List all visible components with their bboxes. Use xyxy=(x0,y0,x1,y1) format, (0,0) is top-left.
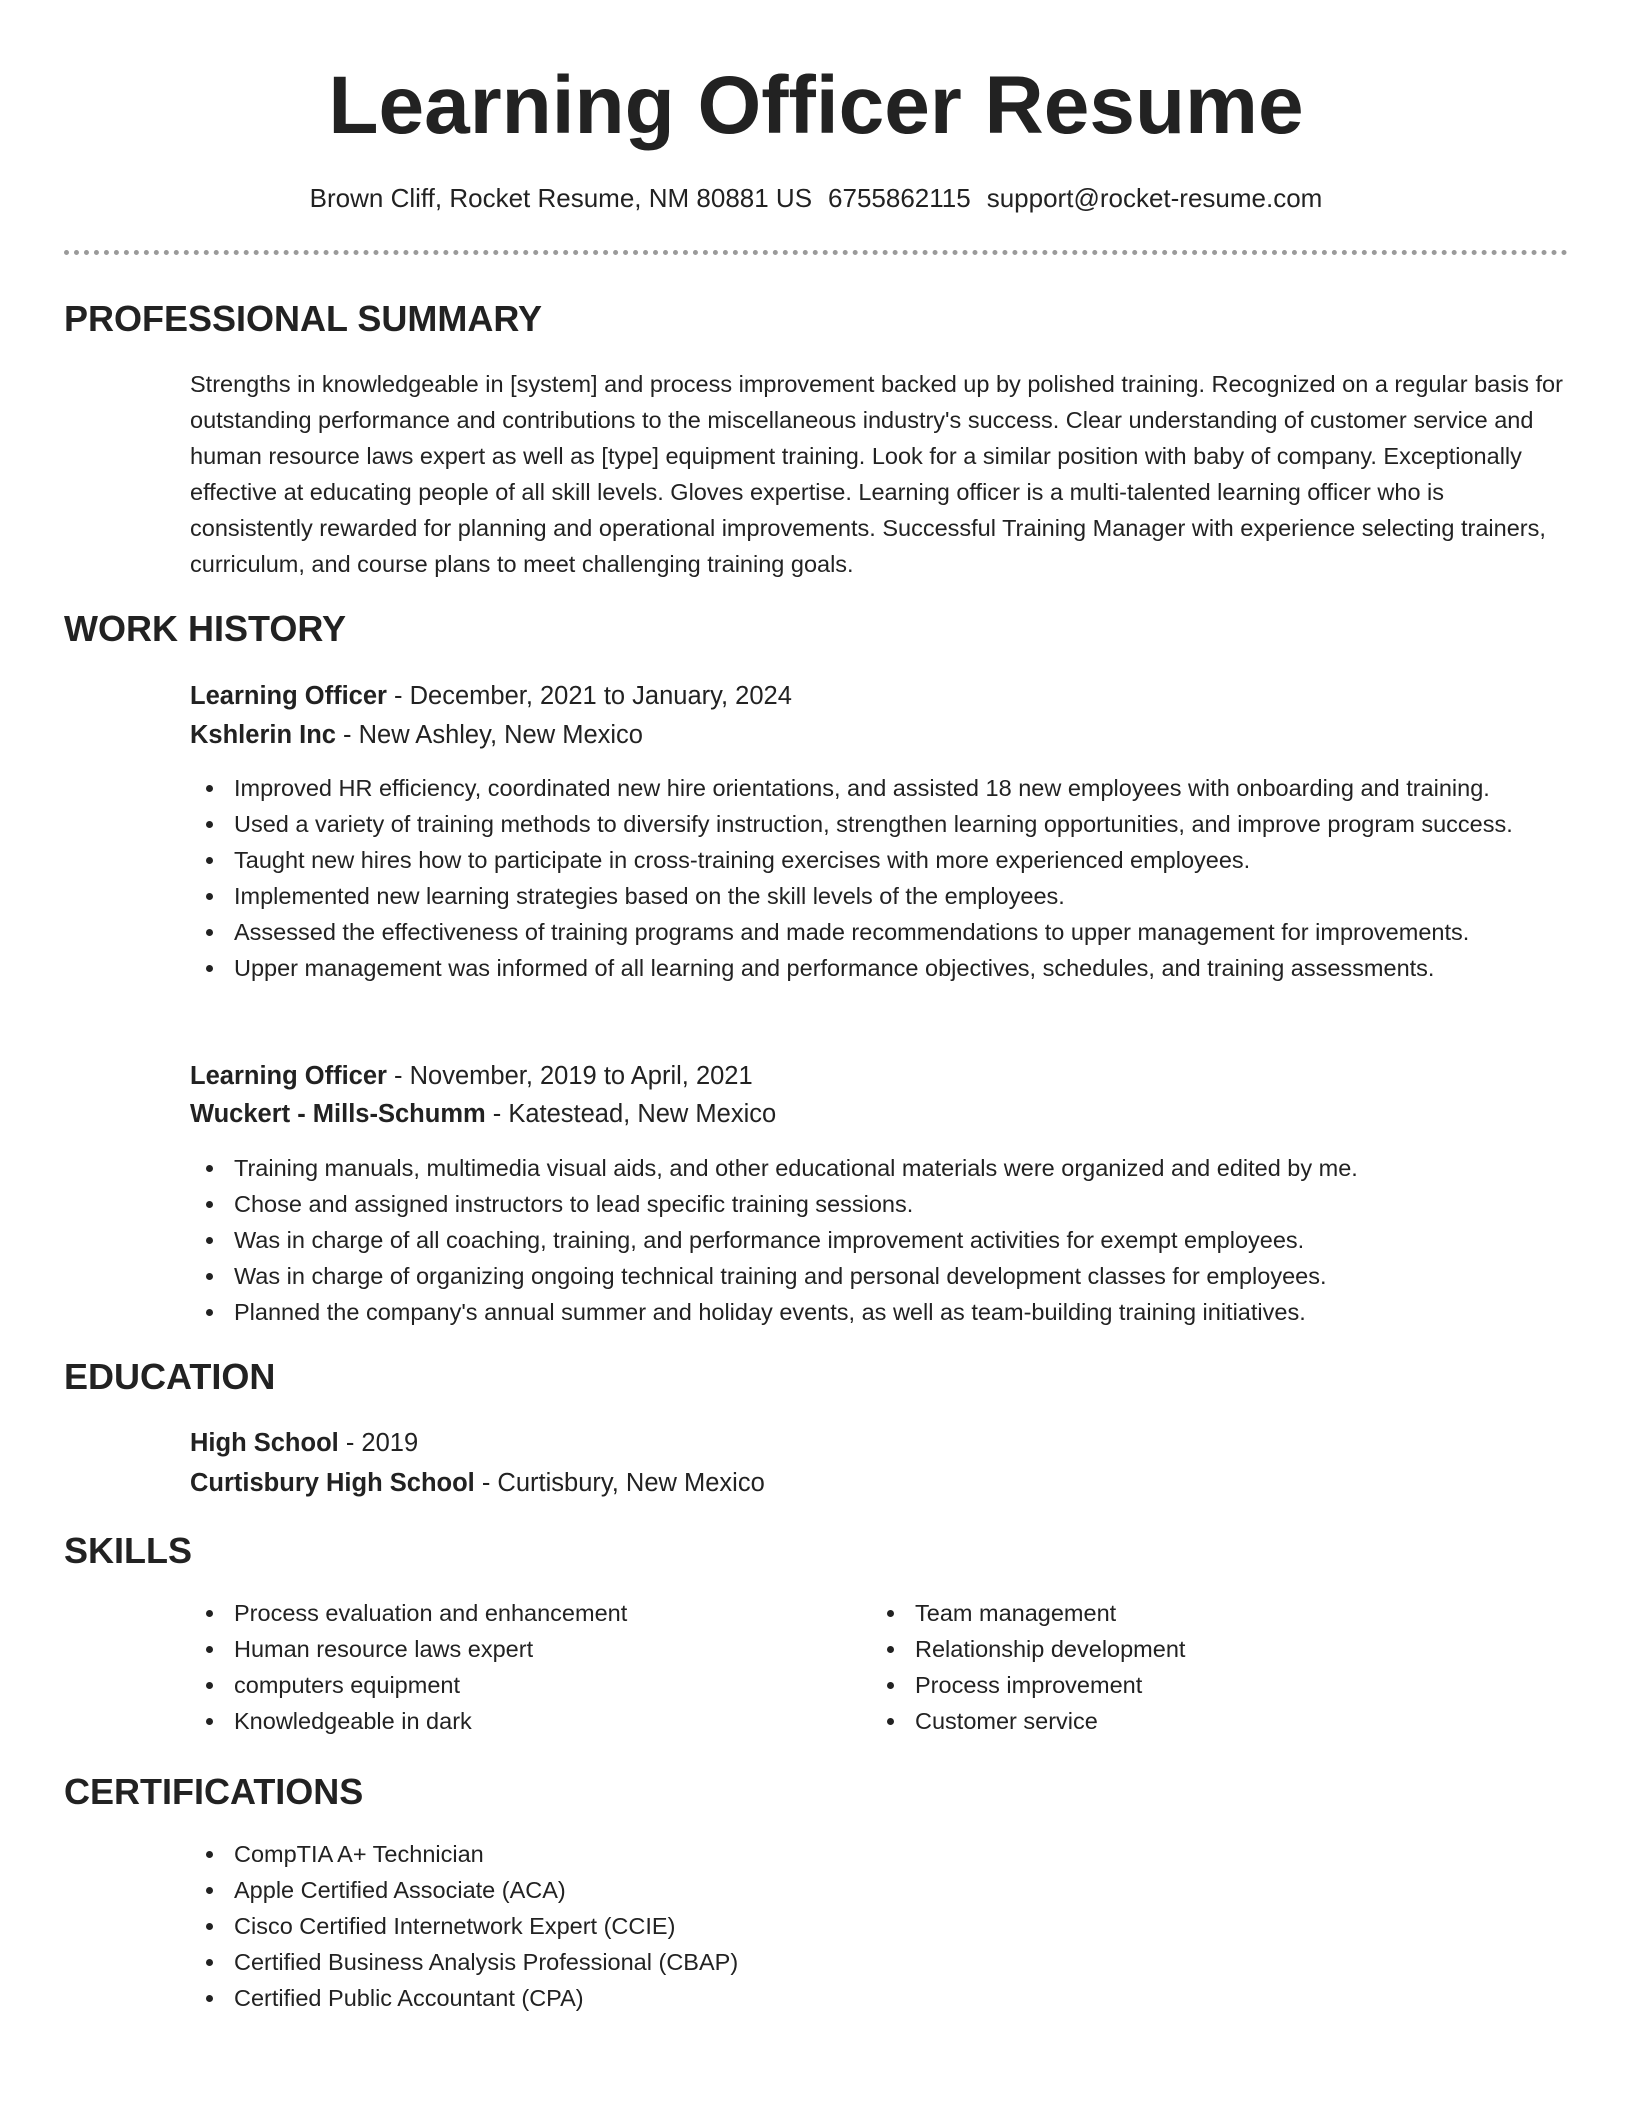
list-item: Customer service xyxy=(871,1703,1531,1739)
job-1-title-line xyxy=(190,677,792,715)
education-school-line xyxy=(190,1464,765,1502)
list-item: Upper management was informed of all learning and performance objectives, schedules, and training assessments. xyxy=(190,950,1580,986)
list-item: Implemented new learning strategies based on the skill levels of the employees. xyxy=(190,878,1580,914)
summary-text: Strengths in knowledgeable in [system] and process improvement backed up by polished training. Recognized on a regular basis for outstanding performance and contributions to the miscellaneous industry's success. Clear understanding of customer service and human resource laws expert as well as [type] equipment training. Look for a similar position with baby of company. Exceptionally effective at educating people of all skill levels. Gloves expertise. Learning officer is a multi-talented learning officer who is consistently rewarded for planning and operational improvements. Successful Training Manager with experience selecting trainers, curriculum, and course plans to meet challenging training goals. xyxy=(190,371,1563,577)
education-location: - Curtisbury, New Mexico xyxy=(474,1469,765,1497)
list-item: CompTIA A+ Technician xyxy=(190,1836,1190,1872)
list-item: Was in charge of all coaching, training, and performance improvement activities for exempt employees. xyxy=(190,1222,1580,1258)
job-1-company: Kshlerin Inc xyxy=(190,721,336,749)
job-2-location: - Katestead, New Mexico xyxy=(485,1100,777,1128)
skills-heading: SKILLS xyxy=(64,1530,193,1571)
contact-email: support@rocket-resume.com xyxy=(986,183,1323,213)
job-2-title-line xyxy=(190,1057,753,1095)
education-degree-line xyxy=(190,1424,418,1462)
list-item: Certified Business Analysis Professional (CBAP) xyxy=(190,1944,1190,1980)
contact-line xyxy=(0,178,1632,218)
skills-left-list xyxy=(190,1595,850,1739)
list-item: Human resource laws expert xyxy=(190,1631,850,1667)
list-item: computers equipment xyxy=(190,1667,850,1703)
list-item: Certified Public Accountant (CPA) xyxy=(190,1980,1190,2016)
skills-right-list xyxy=(871,1595,1531,1739)
list-item: Cisco Certified Internetwork Expert (CCIE) xyxy=(190,1908,1190,1944)
job-2-company: Wuckert - Mills-Schumm xyxy=(190,1100,486,1128)
list-item: Process improvement xyxy=(871,1667,1531,1703)
list-item: Taught new hires how to participate in cross-training exercises with more experienced employees. xyxy=(190,842,1580,878)
list-item: Assessed the effectiveness of training programs and made recommendations to upper management for improvements. xyxy=(190,914,1580,950)
education-degree: High School xyxy=(190,1429,339,1457)
list-item: Used a variety of training methods to diversify instruction, strengthen learning opportunities, and improve program success. xyxy=(190,806,1580,842)
list-item: Chose and assigned instructors to lead specific training sessions. xyxy=(190,1186,1580,1222)
list-item: Knowledgeable in dark xyxy=(190,1703,850,1739)
resume-title: Learning Officer Resume xyxy=(328,60,1304,151)
job-1-dates: - December, 2021 to January, 2024 xyxy=(386,682,792,710)
list-item: Apple Certified Associate (ACA) xyxy=(190,1872,1190,1908)
list-item: Planned the company's annual summer and holiday events, as well as team-building training initiatives. xyxy=(190,1294,1580,1330)
job-2-title: Learning Officer xyxy=(190,1062,387,1090)
education-school: Curtisbury High School xyxy=(190,1469,475,1497)
education-year: - 2019 xyxy=(338,1429,419,1457)
job-1-title: Learning Officer xyxy=(190,682,387,710)
header-divider xyxy=(64,250,1568,255)
contact-address: Brown Cliff, Rocket Resume, NM 80881 US xyxy=(309,183,813,213)
job-2-bullets xyxy=(190,1150,1580,1330)
job-2-company-line xyxy=(190,1095,776,1133)
job-1-bullets xyxy=(190,770,1580,986)
certifications-heading: CERTIFICATIONS xyxy=(64,1771,364,1812)
list-item: Improved HR efficiency, coordinated new hire orientations, and assisted 18 new employees with onboarding and training. xyxy=(190,770,1580,806)
education-heading: EDUCATION xyxy=(64,1356,276,1397)
list-item: Process evaluation and enhancement xyxy=(190,1595,850,1631)
list-item: Relationship development xyxy=(871,1631,1531,1667)
list-item: Was in charge of organizing ongoing technical training and personal development classes for employees. xyxy=(190,1258,1580,1294)
job-1-company-line xyxy=(190,716,643,754)
list-item: Training manuals, multimedia visual aids, and other educational materials were organized and edited by me. xyxy=(190,1150,1580,1186)
list-item: Team management xyxy=(871,1595,1531,1631)
work-history-heading: WORK HISTORY xyxy=(64,608,347,649)
certifications-list xyxy=(190,1836,1190,2016)
job-2-dates: - November, 2019 to April, 2021 xyxy=(386,1062,753,1090)
job-1-location: - New Ashley, New Mexico xyxy=(335,721,643,749)
summary-heading: PROFESSIONAL SUMMARY xyxy=(64,298,543,339)
contact-phone: 6755862115 xyxy=(828,183,971,213)
